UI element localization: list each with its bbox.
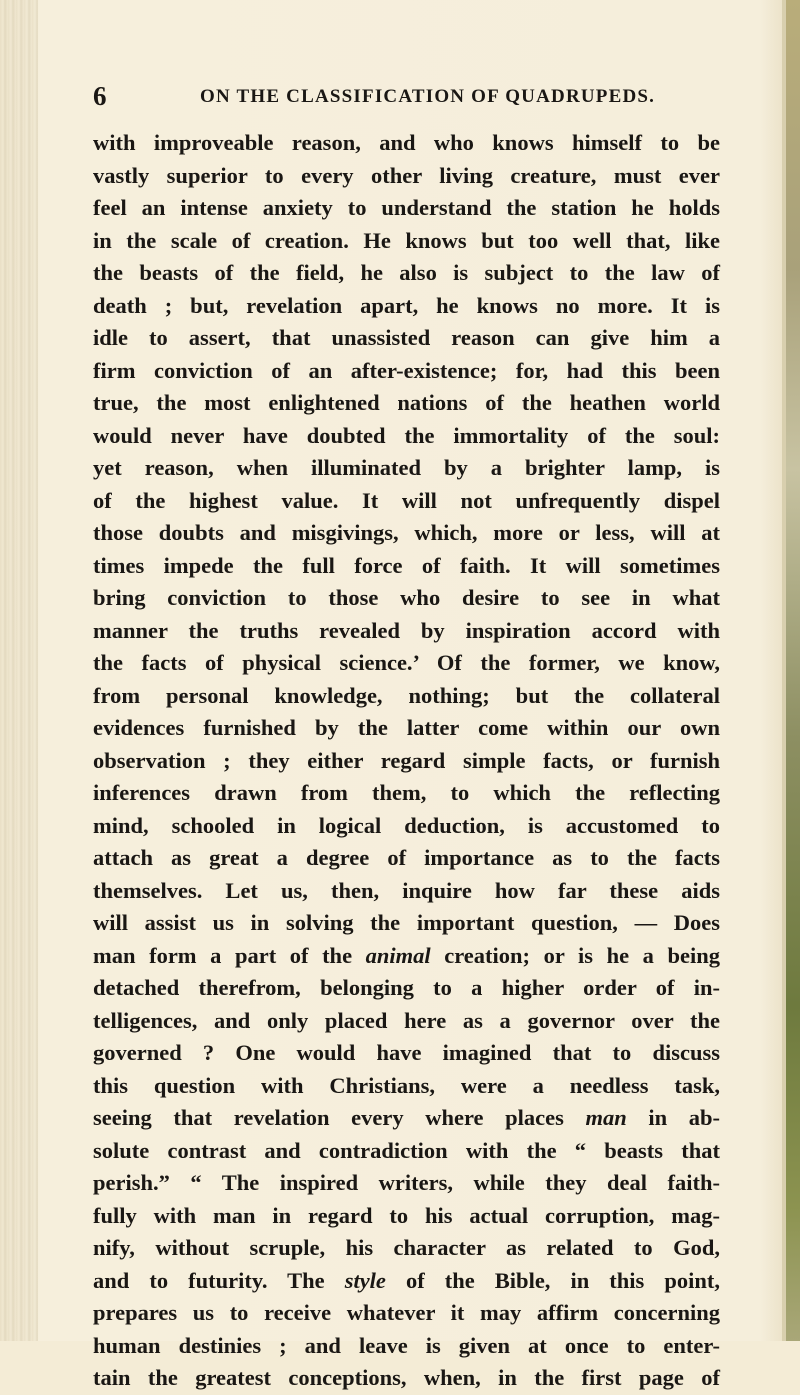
text-line xyxy=(93,1005,720,1038)
text-line xyxy=(93,225,720,258)
text-line xyxy=(93,907,720,940)
text-run: prepares us to receive whatever it may affirm concerning xyxy=(93,1300,720,1325)
text-run: from personal knowledge, nothing; but the collateral xyxy=(93,682,720,708)
text-line xyxy=(93,160,720,193)
text-line xyxy=(93,582,720,615)
text-run: will assist us in solving the important question, — Does xyxy=(93,910,720,935)
text-run: nify, without scruple, his character as related to God, xyxy=(93,1235,720,1260)
text-run: and to futurity. The xyxy=(93,1267,345,1293)
text-line xyxy=(93,290,720,323)
text-line xyxy=(93,1200,720,1233)
text-line xyxy=(93,1330,720,1363)
italic-text: style xyxy=(344,1267,386,1293)
text-run: man form a part of the xyxy=(93,942,366,968)
text-line xyxy=(93,810,720,843)
text-run: those doubts and misgivings, which, more or less, will at xyxy=(93,520,720,545)
text-run: themselves. Let us, then, inquire how far these aids xyxy=(93,877,720,903)
text-run: observation ; they either regard simple facts, or furnish xyxy=(93,747,720,773)
text-run: manner the truths revealed by inspiration accord with xyxy=(93,617,720,643)
text-run: inferences drawn from them, to which the reflecting xyxy=(93,780,720,805)
text-run: firm conviction of an after-existence; for, had this been xyxy=(93,357,720,383)
page-header xyxy=(93,79,723,113)
text-run: perish.” “ The inspired writers, while they deal faith- xyxy=(93,1170,720,1195)
text-line xyxy=(93,712,720,745)
text-run: seeing that revelation every where places xyxy=(93,1105,586,1130)
text-run: detached therefrom, belonging to a higher order of in- xyxy=(93,975,720,1000)
text-line xyxy=(93,1167,720,1200)
text-run: vastly superior to every other living creature, must ever xyxy=(93,162,720,188)
text-line xyxy=(93,550,720,583)
text-line xyxy=(93,875,720,908)
text-run: attach as great a degree of importance as to the facts xyxy=(93,845,720,870)
text-line xyxy=(93,485,720,518)
text-run: yet reason, when illuminated by a brighter lamp, is xyxy=(93,455,720,480)
text-run: idle to assert, that unassisted reason can give him a xyxy=(93,325,720,350)
text-run: feel an intense anxiety to understand the station he holds xyxy=(93,195,720,220)
text-line xyxy=(93,647,720,680)
italic-text: animal xyxy=(365,942,431,968)
page-number: 6 xyxy=(93,81,107,111)
body-text xyxy=(93,127,720,1395)
text-line xyxy=(93,940,720,973)
text-run: the beasts of the field, he also is subject to the law of xyxy=(93,260,720,285)
text-run: of the highest value. It will not unfrequently dispel xyxy=(93,487,720,513)
text-run: bring conviction to those who desire to see in what xyxy=(93,585,720,610)
text-line xyxy=(93,1232,720,1265)
text-run: telligences, and only placed here as a governor over the xyxy=(93,1007,720,1033)
text-run: would never have doubted the immortality of the soul: xyxy=(93,422,720,448)
text-run: solute contrast and contradiction with the “ beasts that xyxy=(93,1137,720,1163)
text-line xyxy=(93,680,720,713)
text-run: in ab- xyxy=(626,1105,720,1130)
text-run: true, the most enlightened nations of the heathen world xyxy=(93,390,720,415)
text-line xyxy=(93,257,720,290)
text-line xyxy=(93,192,720,225)
page-gutter-edge xyxy=(0,0,38,1341)
text-run: human destinies ; and leave is given at once to enter- xyxy=(93,1332,720,1358)
text-line xyxy=(93,1070,720,1103)
text-run: fully with man in regard to his actual corruption, mag- xyxy=(93,1202,720,1228)
text-line xyxy=(93,1102,720,1135)
text-line xyxy=(93,322,720,355)
text-run: tain the greatest conceptions, when, in the first page of xyxy=(93,1365,720,1390)
text-line xyxy=(93,127,720,160)
text-run: times impede the full force of faith. It will sometimes xyxy=(93,552,720,578)
text-line xyxy=(93,1362,720,1395)
text-run: creation; or is he a being xyxy=(430,942,720,968)
text-line xyxy=(93,1297,720,1330)
text-run: governed ? One would have imagined that to discuss xyxy=(93,1040,720,1065)
running-title: ON THE CLASSIFICATION OF QUADRUPEDS. xyxy=(200,86,656,107)
text-line xyxy=(93,1037,720,1070)
italic-text: man xyxy=(585,1105,627,1130)
text-run: death ; but, revelation apart, he knows no more. It is xyxy=(93,292,720,318)
text-line xyxy=(93,517,720,550)
page-fore-edge xyxy=(786,0,800,1341)
text-run: of the Bible, in this point, xyxy=(385,1267,720,1293)
text-line xyxy=(93,842,720,875)
text-line xyxy=(93,387,720,420)
text-line xyxy=(93,615,720,648)
text-run: this question with Christians, were a needless task, xyxy=(93,1072,720,1098)
text-line xyxy=(93,1265,720,1298)
text-line xyxy=(93,777,720,810)
text-run: mind, schooled in logical deduction, is accustomed to xyxy=(93,812,720,838)
text-line xyxy=(93,452,720,485)
text-run: in the scale of creation. He knows but too well that, like xyxy=(93,227,720,253)
text-line xyxy=(93,745,720,778)
text-run: the facts of physical science.’ Of the former, we know, xyxy=(93,650,720,675)
text-line xyxy=(93,420,720,453)
text-line xyxy=(93,1135,720,1168)
text-line xyxy=(93,972,720,1005)
text-run: evidences furnished by the latter come within our own xyxy=(93,715,720,740)
text-line xyxy=(93,355,720,388)
text-run: with improveable reason, and who knows himself to be xyxy=(93,130,720,155)
